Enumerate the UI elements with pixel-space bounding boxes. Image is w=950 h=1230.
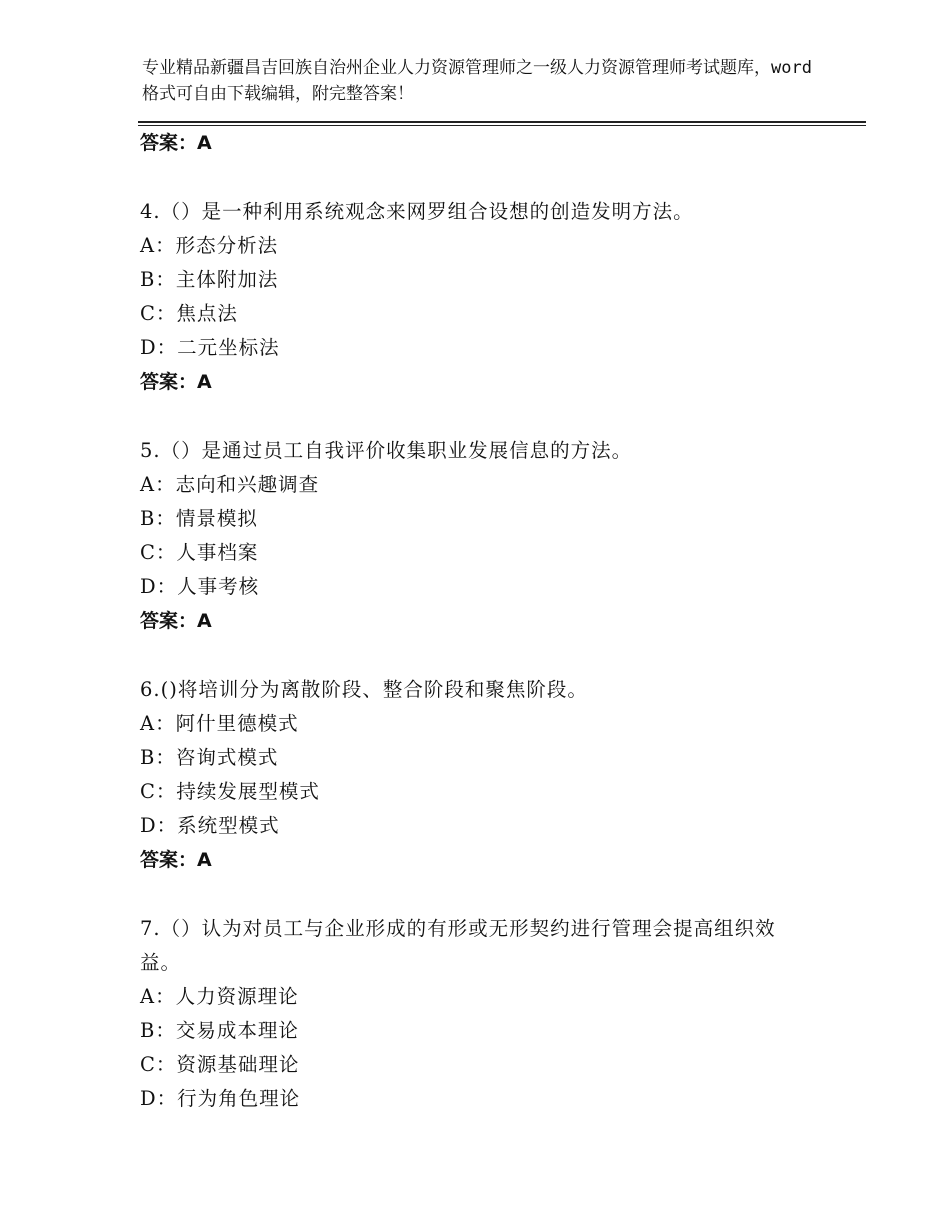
question-4-option-d: D：二元坐标法 [140,336,280,359]
question-6-option-d: D：系统型模式 [140,814,280,837]
question-6-text: 6.()将培训分为离散阶段、整合阶段和聚焦阶段。 [140,678,588,701]
answer-label: 答案：A [140,132,212,154]
question-6-option-a: A：阿什里德模式 [140,712,299,735]
question-5-option-c: C：人事档案 [140,541,259,564]
question-7-option-d: D：行为角色理论 [140,1087,301,1110]
header-divider [138,121,866,123]
question-5-answer: 答案：A [140,610,212,632]
question-4-text: 4.（）是一种利用系统观念来网罗组合设想的创造发明方法。 [140,200,694,223]
question-7-text: 7.（）认为对员工与企业形成的有形或无形契约进行管理会提高组织效益。 [140,917,776,974]
question-4-option-c: C：焦点法 [140,302,238,325]
question-4-answer: 答案：A [140,371,212,393]
question-7-option-a: A：人力资源理论 [140,985,299,1008]
question-5-option-b: B：情景模拟 [140,507,258,530]
question-6-option-b: B：咨询式模式 [140,746,279,769]
question-7-option-b: B：交易成本理论 [140,1019,299,1042]
question-5-option-d: D：人事考核 [140,575,260,598]
question-4-option-b: B：主体附加法 [140,268,279,291]
document-header: 专业精品新疆昌吉回族自治州企业人力资源管理师之一级人力资源管理师考试题库，word格式可自由下载编辑，附完整答案！ [142,58,812,104]
question-4-option-a: A：形态分析法 [140,234,279,257]
question-5-option-a: A：志向和兴趣调查 [140,473,320,496]
question-5-text: 5.（）是通过员工自我评价收集职业发展信息的方法。 [140,439,633,462]
question-7-option-c: C：资源基础理论 [140,1053,300,1076]
question-6-option-c: C：持续发展型模式 [140,780,320,803]
header-divider-thin [138,125,866,126]
question-6-answer: 答案：A [140,849,212,871]
